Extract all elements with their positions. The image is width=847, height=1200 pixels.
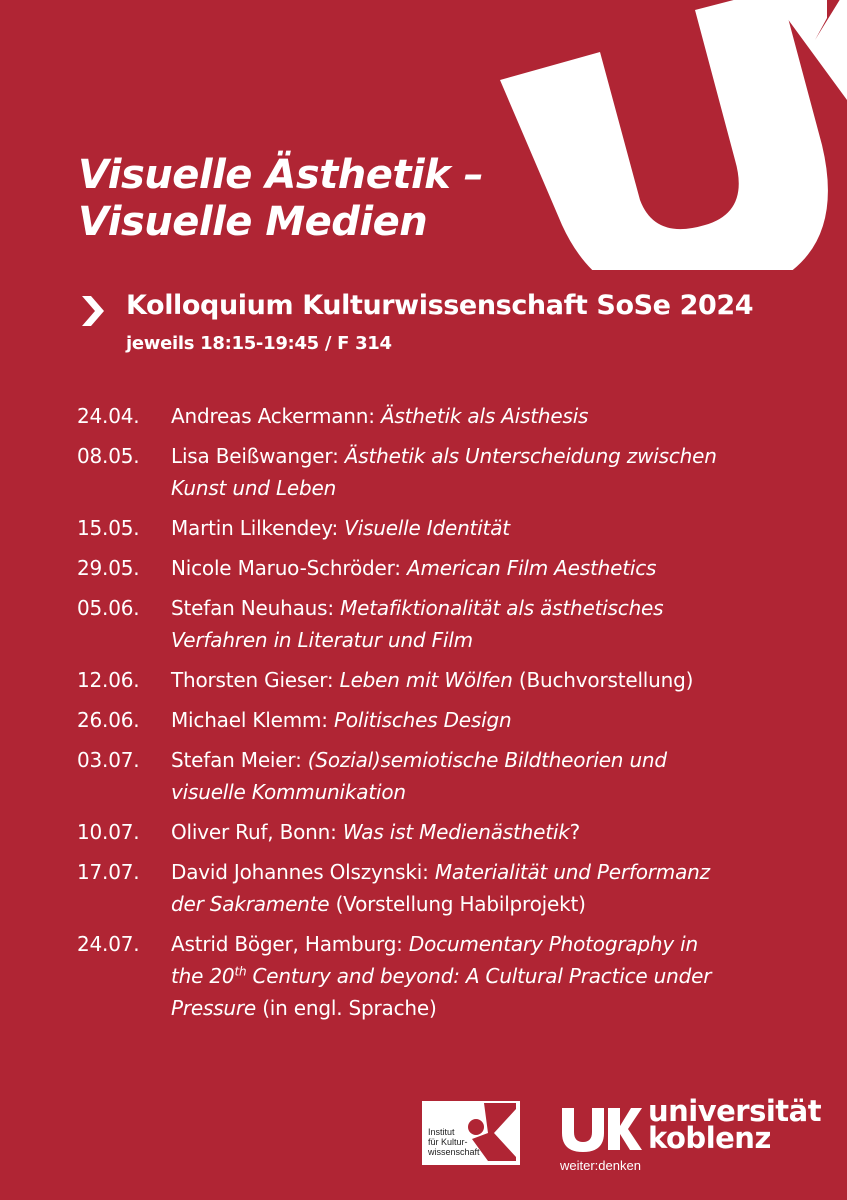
event-speaker: Oliver Ruf, Bonn: — [171, 820, 337, 844]
event-date: 24.07. — [77, 932, 140, 956]
event-topic: Documentary Photography in — [408, 932, 699, 956]
event-topic: (Sozial)semiotische Bildtheorien und — [307, 748, 667, 772]
event-date: 05.06. — [77, 596, 140, 620]
uk-letterform-decoration — [480, 0, 847, 270]
event-date: 10.07. — [77, 820, 140, 844]
event-topic: Pressure — [171, 996, 257, 1020]
event-date: 12.06. — [77, 668, 140, 692]
event-speaker: Michael Klemm: — [171, 708, 328, 732]
uk-logo-mark-icon — [560, 1104, 642, 1152]
event-date: 08.05. — [77, 444, 140, 468]
event-schedule — [77, 400, 817, 1032]
ordinal-suffix: th — [234, 964, 247, 979]
event-item — [77, 856, 817, 920]
event-topic: visuelle Kommunikation — [171, 780, 406, 804]
poster-title — [78, 152, 483, 246]
event-note: (in engl. Sprache) — [262, 996, 437, 1020]
event-item — [77, 592, 817, 656]
event-topic: Was ist Medienästhetik — [342, 820, 570, 844]
event-topic: the 20th Century and beyond: A Cultural Practice under — [171, 964, 712, 988]
event-speaker: Nicole Maruo-Schröder: — [171, 556, 401, 580]
event-topic: Materialität und Performanz — [434, 860, 710, 884]
event-topic: Politisches Design — [334, 708, 512, 732]
event-topic: Metafiktionalität als ästhetisches — [340, 596, 664, 620]
event-topic: Kunst und Leben — [171, 476, 337, 500]
event-topic: der Sakramente — [171, 892, 330, 916]
institute-k-mark-icon — [466, 1103, 518, 1161]
colloquium-time: jeweils 18:15-19:45 / F 314 — [126, 333, 392, 354]
event-item — [77, 928, 817, 1024]
event-topic: Verfahren in Literatur und Film — [171, 628, 473, 652]
event-speaker: David Johannes Olszynski: — [171, 860, 429, 884]
event-date: 29.05. — [77, 556, 140, 580]
event-speaker: Lisa Beißwanger: — [171, 444, 339, 468]
event-item — [77, 552, 817, 584]
event-speaker: Andreas Ackermann: — [171, 404, 375, 428]
event-punctuation: ? — [569, 820, 581, 844]
event-date: 26.06. — [77, 708, 140, 732]
event-speaker: Astrid Böger, Hamburg: — [171, 932, 403, 956]
event-note: (Vorstellung Habilprojekt) — [335, 892, 586, 916]
event-speaker: Thorsten Gieser: — [171, 668, 334, 692]
event-item — [77, 816, 817, 848]
institute-logo — [422, 1101, 520, 1165]
university-claim: weiter:denken — [560, 1158, 641, 1173]
event-date: 17.07. — [77, 860, 140, 884]
colloquium-title: Kolloquium Kulturwissenschaft SoSe 2024 — [126, 290, 754, 321]
event-date: 24.04. — [77, 404, 140, 428]
event-speaker: Stefan Neuhaus: — [171, 596, 334, 620]
event-topic: Ästhetik als Unterscheidung zwischen — [344, 444, 717, 468]
event-topic: Ästhetik als Aisthesis — [380, 404, 589, 428]
event-note: (Buchvorstellung) — [518, 668, 694, 692]
institute-name: Institut für Kultur- wissenschaft — [428, 1127, 480, 1157]
event-item — [77, 440, 817, 504]
event-topic: Visuelle Identität — [344, 516, 510, 540]
event-item — [77, 664, 817, 696]
chevron-right-icon — [80, 296, 104, 326]
event-item — [77, 744, 817, 808]
event-topic: American Film Aesthetics — [406, 556, 657, 580]
event-item — [77, 512, 817, 544]
event-item — [77, 704, 817, 736]
event-date: 03.07. — [77, 748, 140, 772]
title-line-1: Visuelle Ästhetik – — [78, 152, 484, 198]
university-name: universität koblenz — [648, 1094, 822, 1155]
logo-footer — [422, 1094, 832, 1178]
event-item — [77, 400, 817, 432]
event-topic: Leben mit Wölfen — [339, 668, 513, 692]
title-line-2: Visuelle Medien — [78, 199, 428, 245]
event-speaker: Martin Lilkendey: — [171, 516, 338, 540]
event-speaker: Stefan Meier: — [171, 748, 302, 772]
event-date: 15.05. — [77, 516, 140, 540]
